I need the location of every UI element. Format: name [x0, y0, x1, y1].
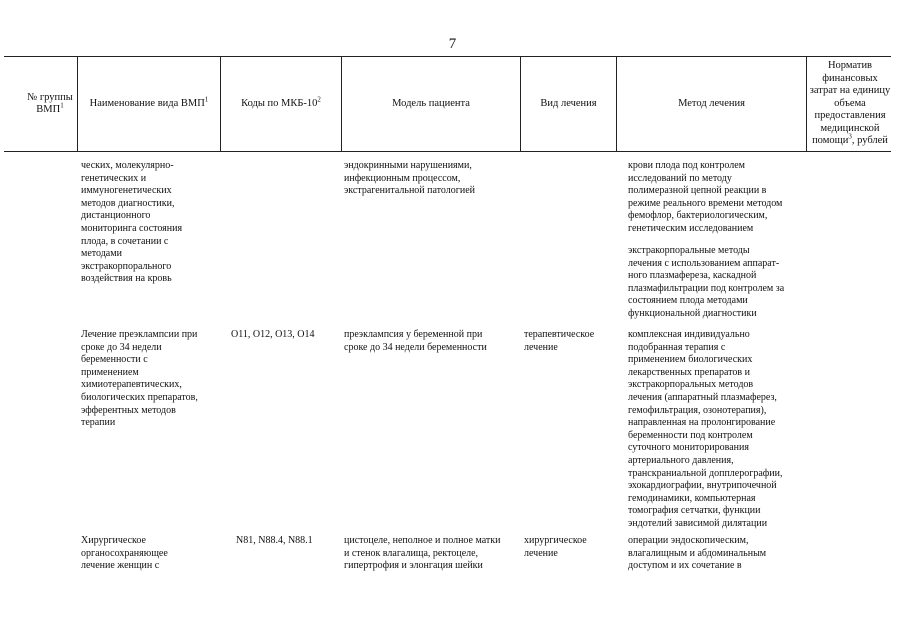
header-col-codes [223, 57, 339, 151]
row-3-patient-model: цистоцеле, неполное и полное матки и стенок влагалища, ректоцеле, гипертрофия и элонгация шейки [344, 535, 501, 572]
header-col-group-number-text: № группы ВМП [27, 91, 73, 115]
footnote-mark: 1 [60, 101, 64, 110]
row-2-codes: O11, O12, O13, O14 [231, 329, 315, 340]
row-2-name: Лечение преэклампсии при сроке до 34 недели беременности с применением химиотерапевтических, биологических препаратов, эфферентных методов терапии [81, 329, 198, 429]
row-2-method: комплексная индивидуально подобранная терапия с применением биологических лекарственных препаратов и экстракорпоральных методов лечения (аппаратный плазмаферез, гемофильтрация, озонотерапия), направленная на пролонгирование беременности под контролем суточного мониторирования артериального давления, транскраниальной допплерографии, эхокардиографии, внутрипочечной гемодинамики, компьютерная томография сетчатки, функции эндотелий зависимой дилятации [628, 329, 783, 529]
header-divider [220, 57, 221, 151]
header-col-method [619, 57, 804, 151]
header-col-name-text: Наименование вида ВМП [89, 97, 205, 109]
row-3-method: операции эндоскопическим, влагалищным и абдоминальным доступом и их сочетание в [628, 535, 767, 572]
header-col-treatment-type [523, 57, 614, 151]
row-1-method-part-1: крови плода под контролем исследований по методу полимеразной цепной реакции в режиме реального времени методом фемофлор, бактериологическим, генетическим исследованием [628, 160, 783, 234]
row-1-name: ческих, молекулярно- генетических и иммуногенетических методов диагностики, дистанционного мониторинга состояния плода, в сочетании с методами экстракорпорального воздействия на кровь [81, 160, 183, 285]
header-col-treatment-type-text: Вид лечения [540, 97, 597, 109]
row-1-patient-model: эндокринными нарушениями, инфекционным процессом, экстрагенитальной патологией [344, 160, 476, 197]
footnote-mark: 1 [204, 95, 209, 104]
header-col-patient-model-text: Модель пациента [392, 97, 470, 109]
footnote-mark: 2 [317, 95, 321, 104]
header-col-financial-norm [809, 57, 891, 151]
row-1-method-part-2: экстракорпоральные методы лечения с использованием аппарат- ного плазмафереза, каскадной плазмафильтрации под контролем за состоянием плода методами функциональной диагностики [628, 245, 785, 319]
row-3-codes: N81, N88.4, N88.1 [236, 535, 313, 546]
row-2-patient-model: преэклампсия у беременной при сроке до 34 недели беременности [344, 329, 487, 353]
header-divider [341, 57, 342, 151]
header-col-name [80, 57, 218, 151]
row-2-treatment-type: терапевтическое лечение [524, 329, 595, 353]
header-col-group-number [26, 57, 74, 151]
header-divider [520, 57, 521, 151]
table-header [4, 56, 891, 152]
header-col-patient-model [344, 57, 518, 151]
page-number: 7 [448, 36, 457, 52]
row-3-name: Хирургическое органосохраняющее лечение женщин с [81, 535, 168, 572]
header-col-financial-norm-unit: , рублей [851, 135, 888, 147]
header-divider [616, 57, 617, 151]
header-col-financial-norm-text: Норматив финансовых затрат на единицу объема предоставления медицинской помощи [809, 60, 891, 147]
header-col-method-text: Метод лечения [678, 97, 745, 109]
header-divider [806, 57, 807, 151]
row-3-treatment-type: хирургическое лечение [524, 535, 587, 559]
header-col-codes-text: Коды по МКБ-10 [241, 97, 318, 109]
header-divider [77, 57, 78, 151]
footnote-mark: 3 [848, 132, 852, 141]
